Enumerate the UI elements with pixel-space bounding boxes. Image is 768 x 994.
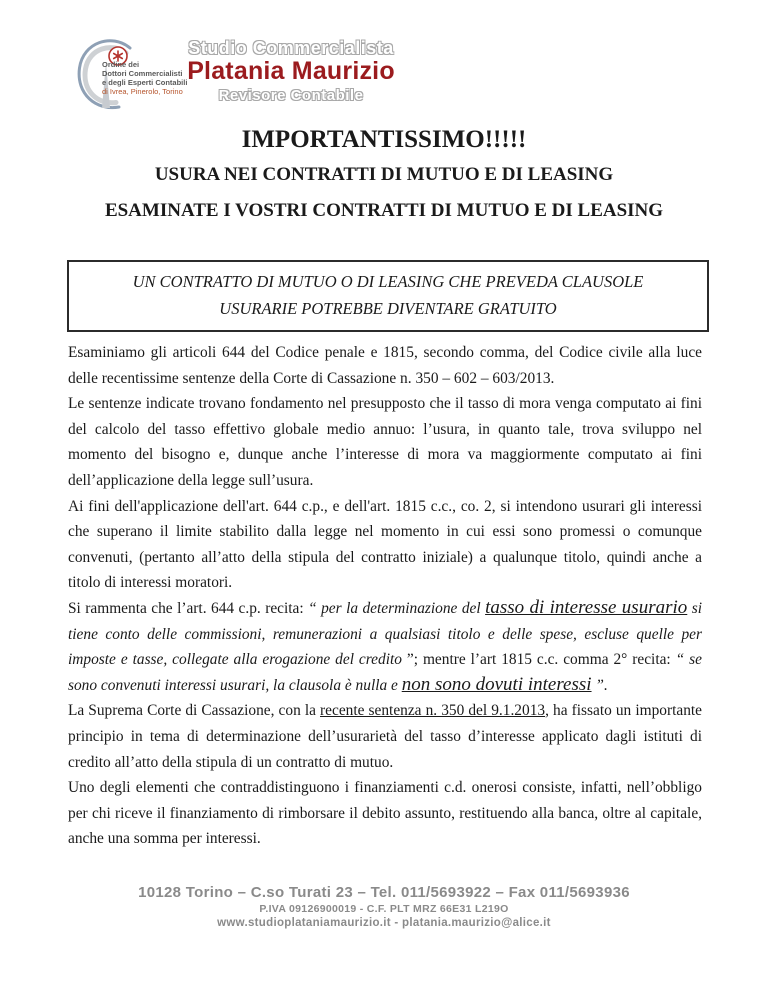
document-body <box>68 340 702 852</box>
paragraph-3: Ai fini dell'applicazione dell'art. 644 c.p., e dell'art. 1815 c.c., co. 2, si intendono usurari gli interessi che superano il limite stabilito dalla legge nel momento in cui essi sono promessi o comunque convenuti, (pertanto all’atto della stipula del contratto iniziale) a qualunque titolo, quindi anche a titolo di interessi moratori. <box>68 497 702 592</box>
paragraph-4 <box>68 596 702 698</box>
studio-role-bottom: Revisore Contabile <box>218 87 364 104</box>
notice-line: UN CONTRATTO DI MUTUO O DI LEASING CHE PREVEDA CLAUSOLE <box>132 272 644 291</box>
studio-name-block <box>180 38 402 105</box>
p4-mid: ”; mentre l’art 1815 c.c. comma 2° recita: <box>406 651 676 669</box>
page-title: IMPORTANTISSIMO!!!!! <box>241 126 527 153</box>
notice-box <box>67 260 709 332</box>
order-line: Ordine dei <box>102 60 140 69</box>
p4-lead: Si rammenta che l’art. 644 c.p. recita: <box>68 599 309 617</box>
studio-owner-name: Platania Maurizio <box>187 57 395 85</box>
p5-rest: , ha fissato un importante principio in tema di determinazione dell’usurarietà del tasso d’interesse applicato dagli istituti di credito all’atto della stipula di un contratto di mutuo. <box>68 702 702 771</box>
notice-line: USURARIE POTREBBE DIVENTARE GRATUITO <box>219 299 557 318</box>
footer-vat-taxcode: P.IVA 09126900019 - C.F. PLT MRZ 66E31 L219O <box>259 903 509 915</box>
paragraph-2: Le sentenze indicate trovano fondamento nel presupposto che il tasso di mora venga computato ai fini del calcolo del tasso effettivo globale medio annuo: l’usura, in quanto tale, trova sviluppo nel momento del bisogno e, dunque anche l’interesse di mora va maggiormente computato ai fini dell’applicazione della legge sull’usura. <box>68 395 702 489</box>
order-line: e degli Esperti Contabili <box>102 78 188 87</box>
order-line: Dottori Commercialisti <box>102 69 183 78</box>
p4-quote1-open: “ per la determinazione del <box>308 599 486 617</box>
title-block <box>0 126 768 236</box>
subtitle-1: USURA NEI CONTRATTI DI MUTUO E DI LEASING <box>154 164 614 185</box>
p5-lead: La Suprema Corte di Cassazione, con la <box>68 702 321 720</box>
paragraph-6: Uno degli elementi che contraddistinguono i finanziamenti c.d. onerosi consiste, infatti, nell’obbligo per chi riceve il finanziamento di rimborsare il debito assunto, restituendo alla banca, oltre al capitale, anche una somma per interessi. <box>68 779 702 848</box>
letterhead <box>74 36 404 114</box>
p4-emphasis-2: non sono dovuti interessi <box>401 673 592 695</box>
p4-quote2-open: “ se sono convenuti interessi usurari, la clausola è nulla e <box>68 651 702 694</box>
subtitle-2: ESAMINATE I VOSTRI CONTRATTI DI MUTUO E DI LEASING <box>104 200 664 221</box>
p4-close: ”. <box>591 676 608 694</box>
footer-web-email: www.studioplataniamaurizio.it - platania.maurizio@alice.it <box>217 917 551 929</box>
studio-role-top: Studio Commercialista <box>188 38 394 58</box>
p5-underlined-reference: recente sentenza n. 350 del 9.1.2013 <box>320 702 546 720</box>
paragraph-5 <box>68 698 702 775</box>
letterfoot <box>0 884 768 931</box>
p4-quote1-rest: si tiene conto delle commissioni, remunerazioni a qualsiasi titolo e delle spese, escluse quelle per imposte e tasse, collegate alla erogazione del credito <box>68 599 702 669</box>
footer-address-phone: 10128 Torino – C.so Turati 23 – Tel. 011/5693922 – Fax 011/5693936 <box>138 884 630 901</box>
order-cities-line: di Ivrea, Pinerolo, Torino <box>102 87 183 96</box>
paragraph-1: Esaminiamo gli articoli 644 del Codice penale e 1815, secondo comma, del Codice civile alla luce delle recentissime sentenze della Corte di Cassazione n. 350 – 602 – 603/2013. <box>68 344 702 387</box>
p4-emphasis-1: tasso di interesse usurario <box>485 596 688 618</box>
